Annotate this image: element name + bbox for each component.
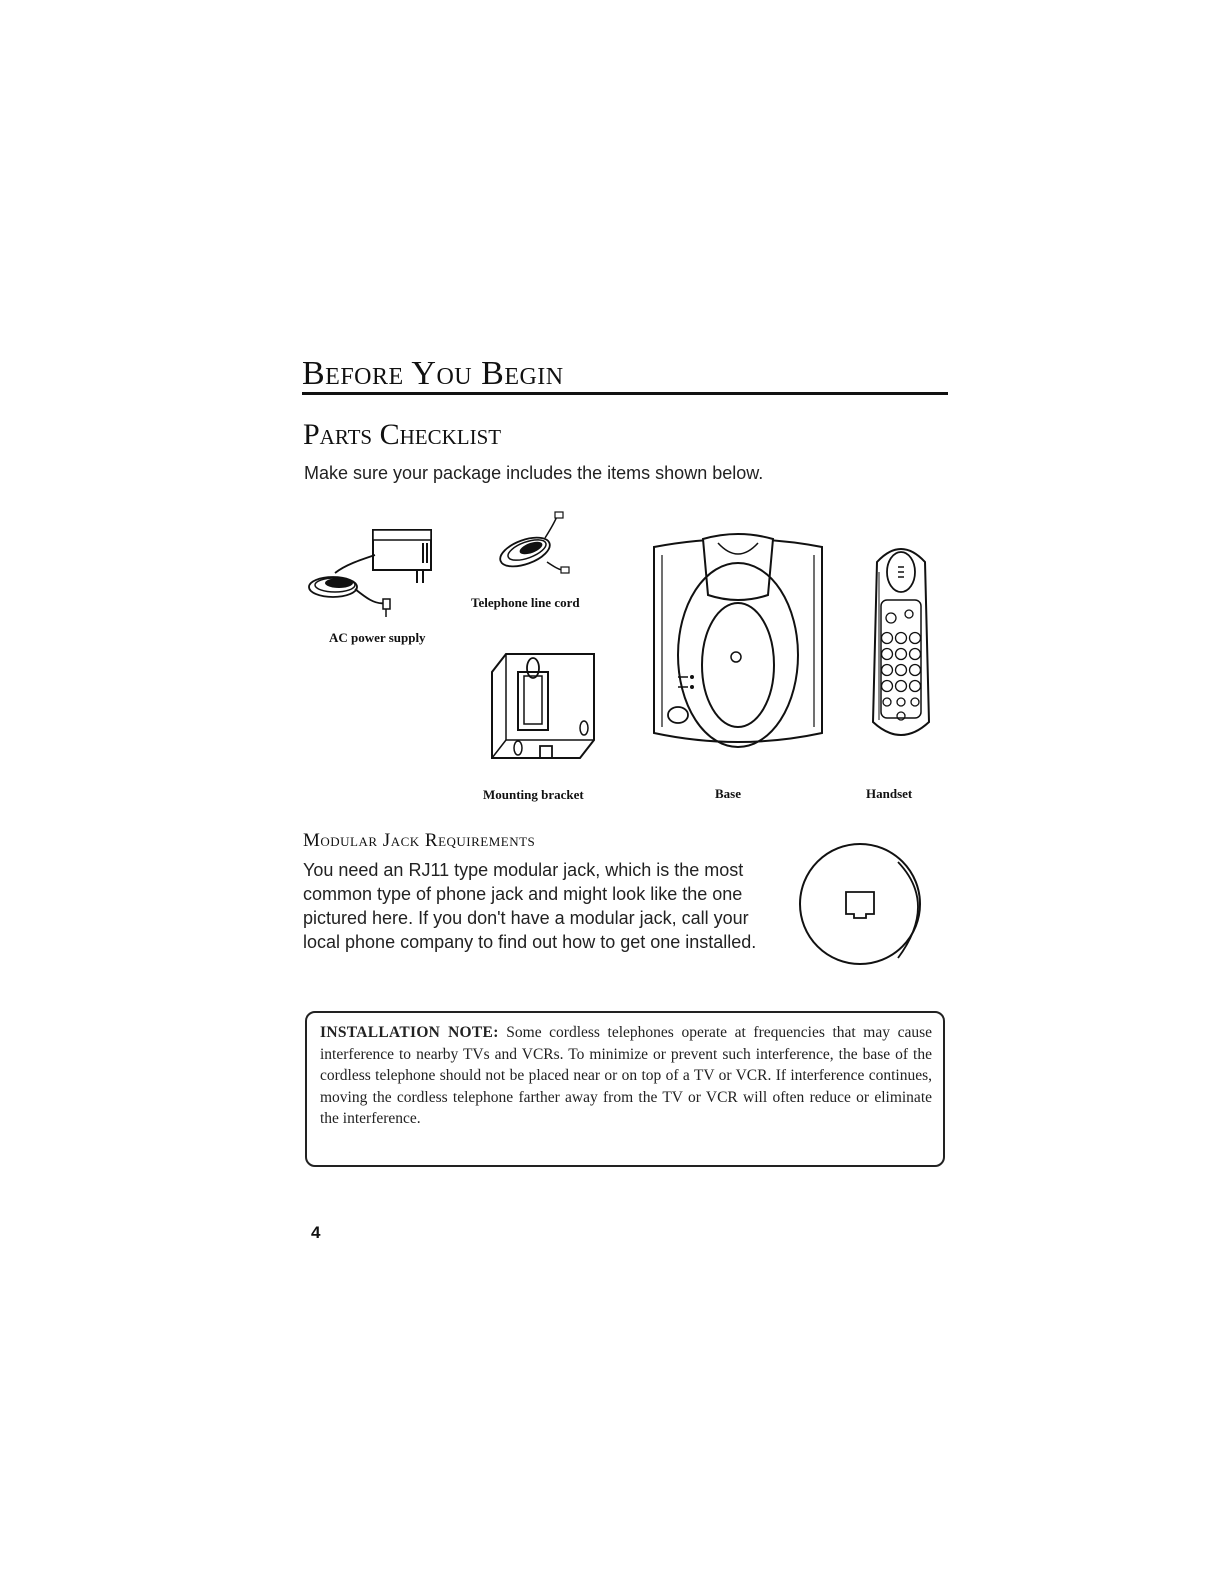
page-number: 4 <box>311 1223 321 1242</box>
modular-jack-icon <box>798 840 930 972</box>
installation-note-label: INSTALLATION NOTE: <box>320 1024 499 1041</box>
title-divider <box>302 392 948 395</box>
mounting-bracket-label: Mounting bracket <box>483 787 584 802</box>
handset-icon <box>867 542 935 742</box>
base-unit-icon <box>648 535 828 750</box>
installation-note <box>320 1022 932 1130</box>
modular-jack-title: Modular Jack Requirements <box>303 830 536 851</box>
mounting-bracket-icon <box>488 650 600 762</box>
handset-label: Handset <box>866 786 913 801</box>
parts-checklist-intro: Make sure your package includes the items shown below. <box>304 463 764 483</box>
parts-checklist-title: Parts Checklist <box>303 418 502 451</box>
ac-power-supply-label: AC power supply <box>329 630 426 645</box>
telephone-line-cord-label: Telephone line cord <box>471 595 580 610</box>
telephone-line-cord-icon <box>495 510 575 580</box>
base-label: Base <box>715 786 741 801</box>
modular-jack-description: You need an RJ11 type modular jack, which is the most common type of phone jack and might look like the one pictured here. If you don't have a modular jack, call your local phone company to find out how to get one installed. <box>303 860 757 952</box>
ac-power-supply-icon <box>305 525 445 620</box>
installation-note-text: Some cordless telephones operate at frequencies that may cause interference to nearby TVs and VCRs. To minimize or prevent such interference, the base of the cordless telephone should not be placed near or on top of a TV or VCR. If interference continues, moving the cordless telephone farther away from the TV or VCR will often reduce or eliminate the interference. <box>320 1024 932 1127</box>
section-title: Before You Begin <box>302 355 564 392</box>
